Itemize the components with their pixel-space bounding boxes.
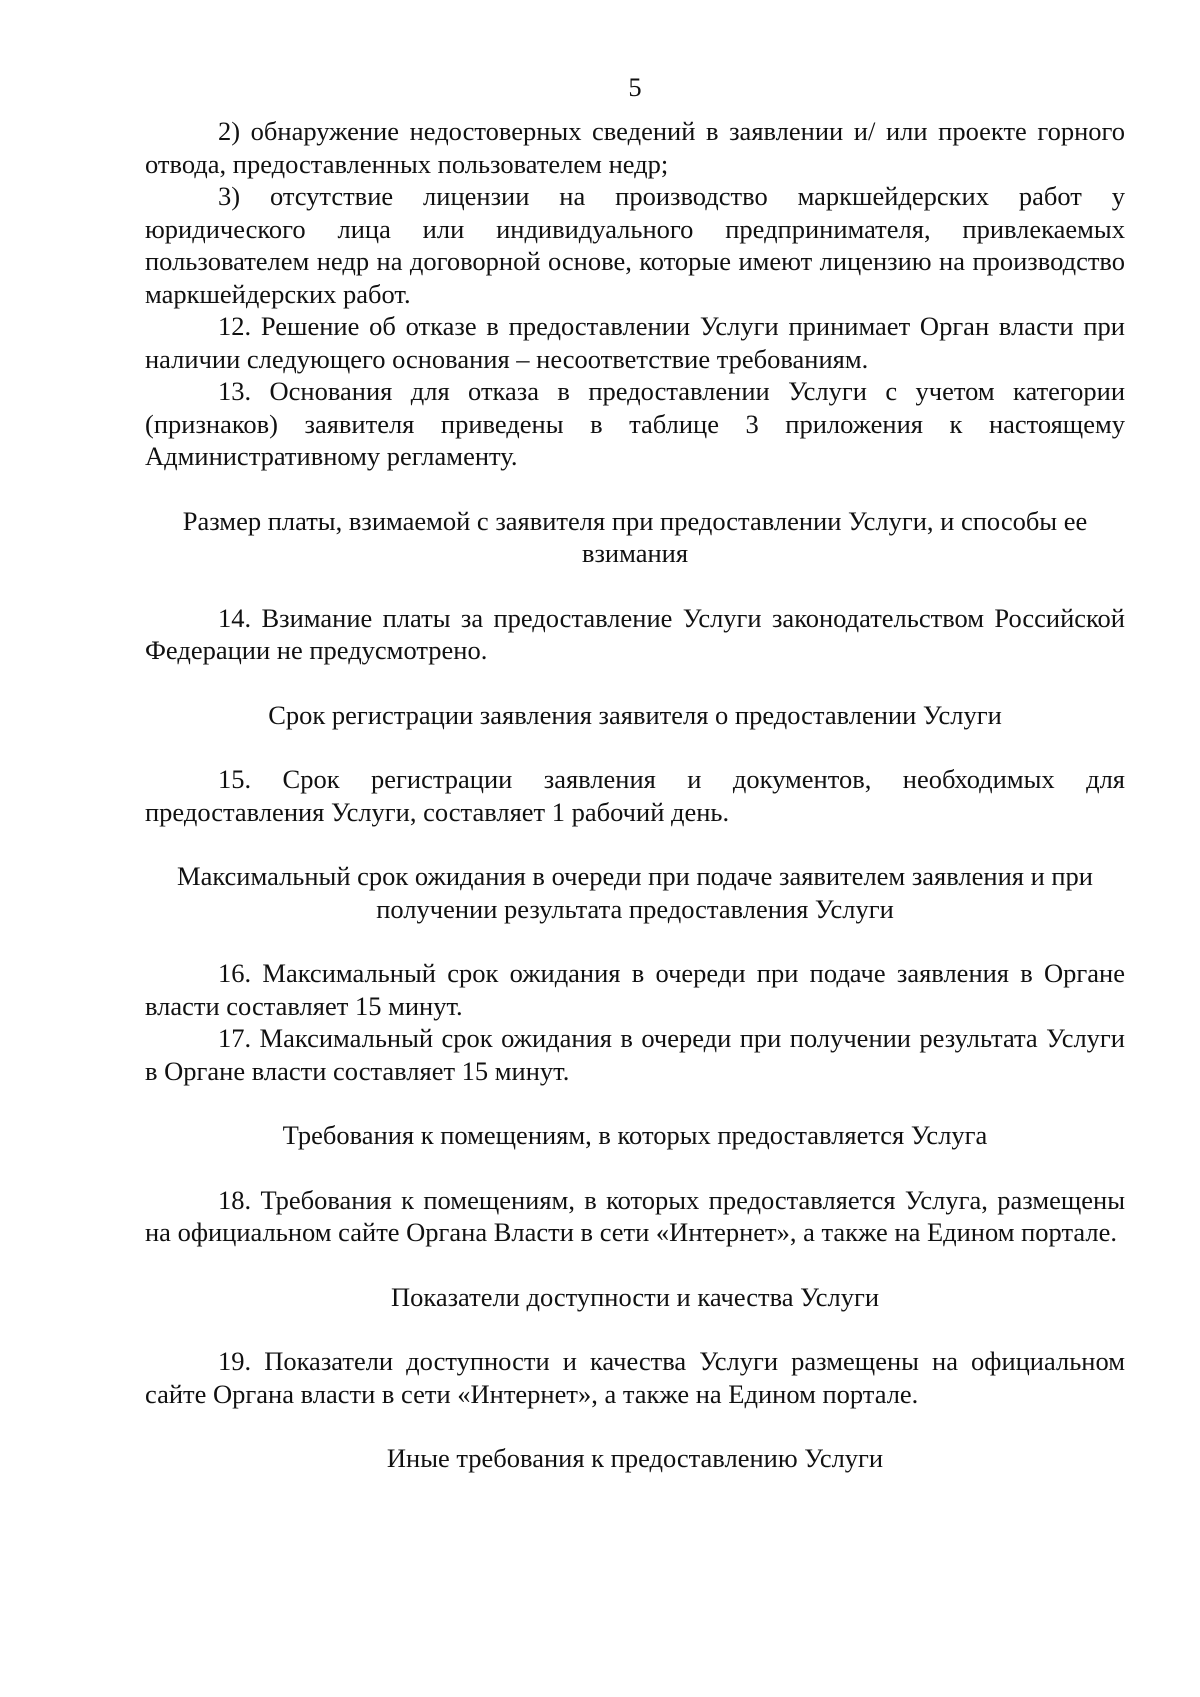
section-heading-other-requirements: Иные требования к предоставлению Услуги bbox=[386, 1443, 884, 1473]
paragraph-item-2: 2) обнаружение недостоверных сведений в заявлении и/ или проекте горного отвода, предоставленных пользователем недр; bbox=[145, 116, 1125, 179]
section-heading-registration-term: Срок регистрации заявления заявителя о предоставлении Услуги bbox=[268, 699, 1002, 730]
paragraph-16: 16. Максимальный срок ожидания в очереди при подаче заявления в Органе власти составляет 15 минут. bbox=[145, 958, 1125, 1021]
section-heading-fee: Размер платы, взимаемой с заявителя при предоставлении Услуги, и способы ее взимания bbox=[182, 505, 1088, 568]
paragraph-17: 17. Максимальный срок ожидания в очереди при получении результата Услуги в Органе власти составляет 15 минут. bbox=[145, 1023, 1125, 1086]
section-heading-premises: Требования к помещениям, в которых предоставляется Услуга bbox=[282, 1120, 988, 1150]
document-body bbox=[145, 115, 1125, 1475]
paragraph-14: 14. Взимание платы за предоставление Услуги законодательством Российской Федерации не предусмотрено. bbox=[145, 602, 1125, 665]
paragraph-12: 12. Решение об отказе в предоставлении Услуги принимает Орган власти при наличии следующего основания – несоответствие требованиям. bbox=[145, 311, 1125, 374]
page-number: 5 bbox=[628, 72, 642, 102]
paragraph-15: 15. Срок регистрации заявления и документов, необходимых для предоставления Услуги, составляет 1 рабочий день. bbox=[145, 764, 1125, 827]
paragraph-13: 13. Основания для отказа в предоставлении Услуги с учетом категории (признаков) заявителя приведены в таблице 3 приложения к настоящему Административному регламенту. bbox=[145, 376, 1125, 471]
section-heading-quality-indicators: Показатели доступности и качества Услуги bbox=[390, 1281, 880, 1312]
paragraph-item-3: 3) отсутствие лицензии на производство маркшейдерских работ у юридического лица или индивидуального предпринимателя, привлекаемых пользователем недр на договорной основе, которые имеют лицензию на производство маркшейдерских работ. bbox=[145, 181, 1125, 309]
paragraph-19: 19. Показатели доступности и качества Услуги размещены на официальном сайте Органа власти в сети «Интернет», а также на Едином портале. bbox=[145, 1346, 1125, 1409]
section-heading-queue-time: Максимальный срок ожидания в очереди при подаче заявителем заявления и при получении результата предоставления Услуги bbox=[177, 861, 1093, 924]
paragraph-18: 18. Требования к помещениям, в которых предоставляется Услуга, размещены на официальном сайте Органа Власти в сети «Интернет», а также на Едином портале. bbox=[145, 1184, 1125, 1247]
